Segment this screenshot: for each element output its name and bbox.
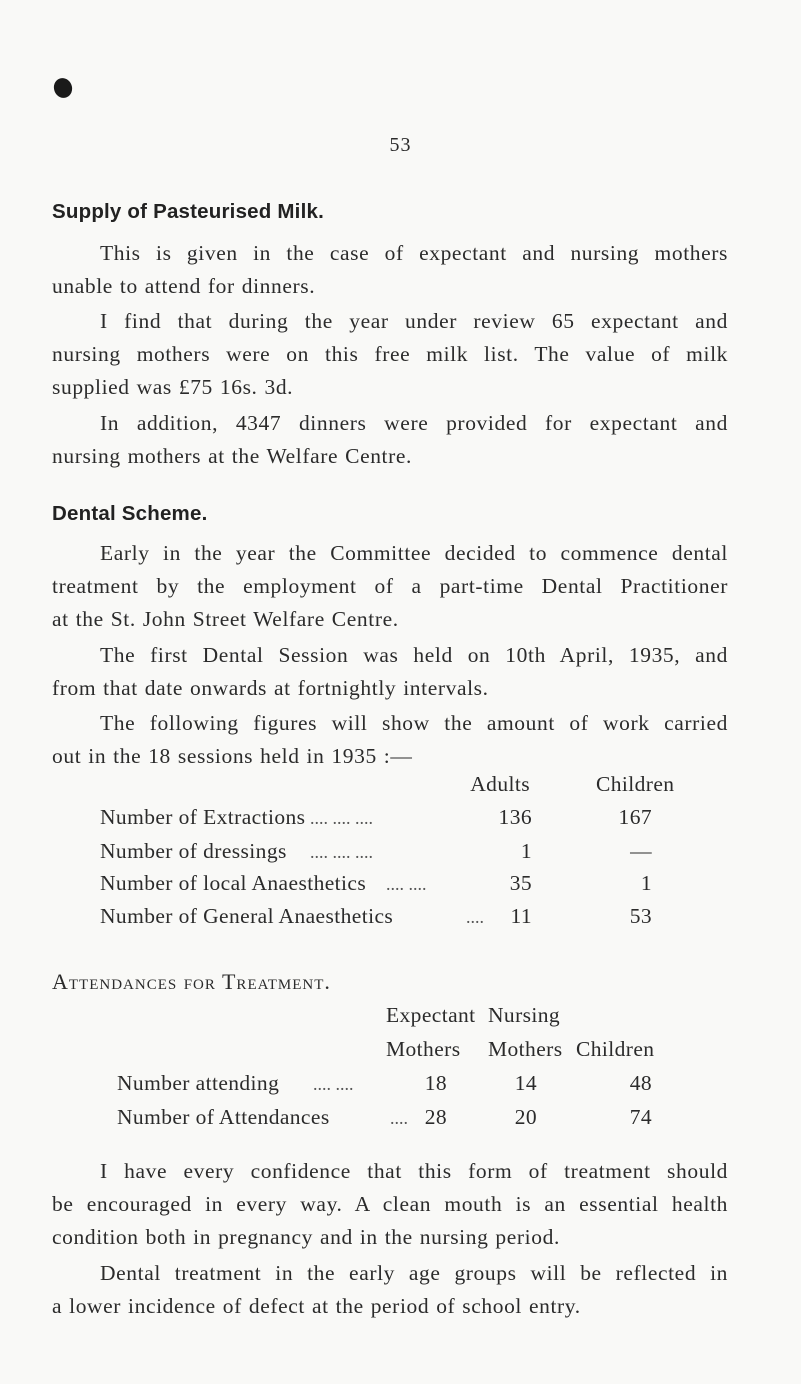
- table-row: [0, 839, 801, 869]
- text-line: unable to attend for dinners.: [52, 274, 316, 298]
- row-label: Number of local Anaesthetics: [100, 871, 367, 895]
- ink-blot: [51, 76, 75, 101]
- adults-value: 35: [509, 871, 532, 895]
- text-line: supplied was £75 16s. 3d.: [52, 375, 294, 399]
- expectant-value: 28: [424, 1105, 447, 1129]
- attendances-header-line-2: [0, 1037, 801, 1067]
- text-line: I have every confidence that this form of treatment should: [100, 1159, 728, 1183]
- paragraph-dental-3: [52, 707, 728, 773]
- attendances-header-line-1: [0, 1003, 801, 1033]
- column-header-children: Children: [576, 1037, 655, 1061]
- children-value: 74: [629, 1105, 652, 1129]
- text-line: a lower incidence of defect at the period of school entry.: [52, 1294, 581, 1318]
- text-line: I find that during the year under review 65 expectant and: [100, 309, 728, 333]
- paragraph-milk-2: [52, 305, 728, 404]
- text-line: Early in the year the Committee decided to commence dental: [100, 541, 728, 565]
- dot-leader: .... ....: [386, 874, 427, 894]
- table-row: [0, 871, 801, 901]
- text-line: out in the 18 sessions held in 1935 :—: [52, 744, 413, 768]
- paragraph-closing-1: [52, 1155, 728, 1254]
- table-row: [0, 904, 801, 934]
- heading-pasteurised-milk: Supply of Pasteurised Milk.: [52, 200, 324, 223]
- text-line: from that date onwards at fortnightly intervals.: [52, 676, 489, 700]
- work-table-header: [0, 772, 801, 802]
- text-line: treatment by the employment of a part-time Dental Practitioner: [52, 574, 728, 598]
- heading-attendances: Attendances for Treatment.: [52, 969, 331, 994]
- row-label: Number of Attendances: [117, 1105, 330, 1129]
- row-label: Number of General Anaesthetics: [100, 904, 394, 928]
- text-line: at the St. John Street Welfare Centre.: [52, 607, 399, 631]
- column-header-expectant: Expectant: [386, 1003, 476, 1027]
- children-value: 167: [618, 805, 652, 829]
- text-line: nursing mothers were on this free milk list. The value of milk: [52, 342, 728, 366]
- adults-value: 136: [498, 805, 532, 829]
- paragraph-dental-2: [52, 639, 728, 705]
- page-number: 53: [389, 134, 412, 156]
- text-line: Dental treatment in the early age groups will be reflected in: [100, 1261, 728, 1285]
- table-row: [0, 1071, 801, 1101]
- nursing-value: 14: [514, 1071, 537, 1095]
- dot-leader: .... ....: [313, 1074, 354, 1094]
- adults-value: 11: [510, 904, 532, 928]
- paragraph-closing-2: [52, 1257, 728, 1323]
- paragraph-dental-1: [52, 537, 728, 636]
- row-label: Number of Extractions: [100, 805, 306, 829]
- text-line: The following figures will show the amount of work carried: [100, 711, 728, 735]
- children-value: 1: [640, 871, 652, 895]
- dot-leader: ....: [466, 907, 484, 927]
- text-line: In addition, 4347 dinners were provided for expectant and: [100, 411, 728, 435]
- text-line: condition both in pregnancy and in the nursing period.: [52, 1225, 560, 1249]
- expectant-value: 18: [424, 1071, 447, 1095]
- heading-dental-scheme: Dental Scheme.: [52, 502, 208, 525]
- children-value: 48: [629, 1071, 652, 1095]
- column-header-nursing: Nursing: [488, 1003, 561, 1027]
- row-label: Number of dressings: [100, 839, 287, 863]
- table-row: [0, 805, 801, 835]
- row-label: Number attending: [117, 1071, 280, 1095]
- column-header-adults: Adults: [470, 772, 530, 796]
- table-row: [0, 1105, 801, 1135]
- paragraph-milk-3: [52, 407, 728, 473]
- dot-leader: ....: [390, 1108, 408, 1128]
- text-line: The first Dental Session was held on 10th April, 1935, and: [100, 643, 728, 667]
- column-header-mothers: Mothers: [386, 1037, 461, 1061]
- dot-leader: .... .... ....: [310, 808, 373, 828]
- paragraph-milk-1: [52, 237, 728, 303]
- text-line: nursing mothers at the Welfare Centre.: [52, 444, 413, 468]
- column-header-mothers: Mothers: [488, 1037, 563, 1061]
- text-line: be encouraged in every way. A clean mouth is an essential health: [52, 1192, 728, 1216]
- children-value: 53: [629, 904, 652, 928]
- text-line: This is given in the case of expectant and nursing mothers: [100, 241, 728, 265]
- dot-leader: .... .... ....: [310, 842, 373, 862]
- nursing-value: 20: [514, 1105, 537, 1129]
- adults-value: 1: [520, 839, 532, 863]
- column-header-children: Children: [596, 772, 675, 796]
- children-value: —: [630, 839, 652, 863]
